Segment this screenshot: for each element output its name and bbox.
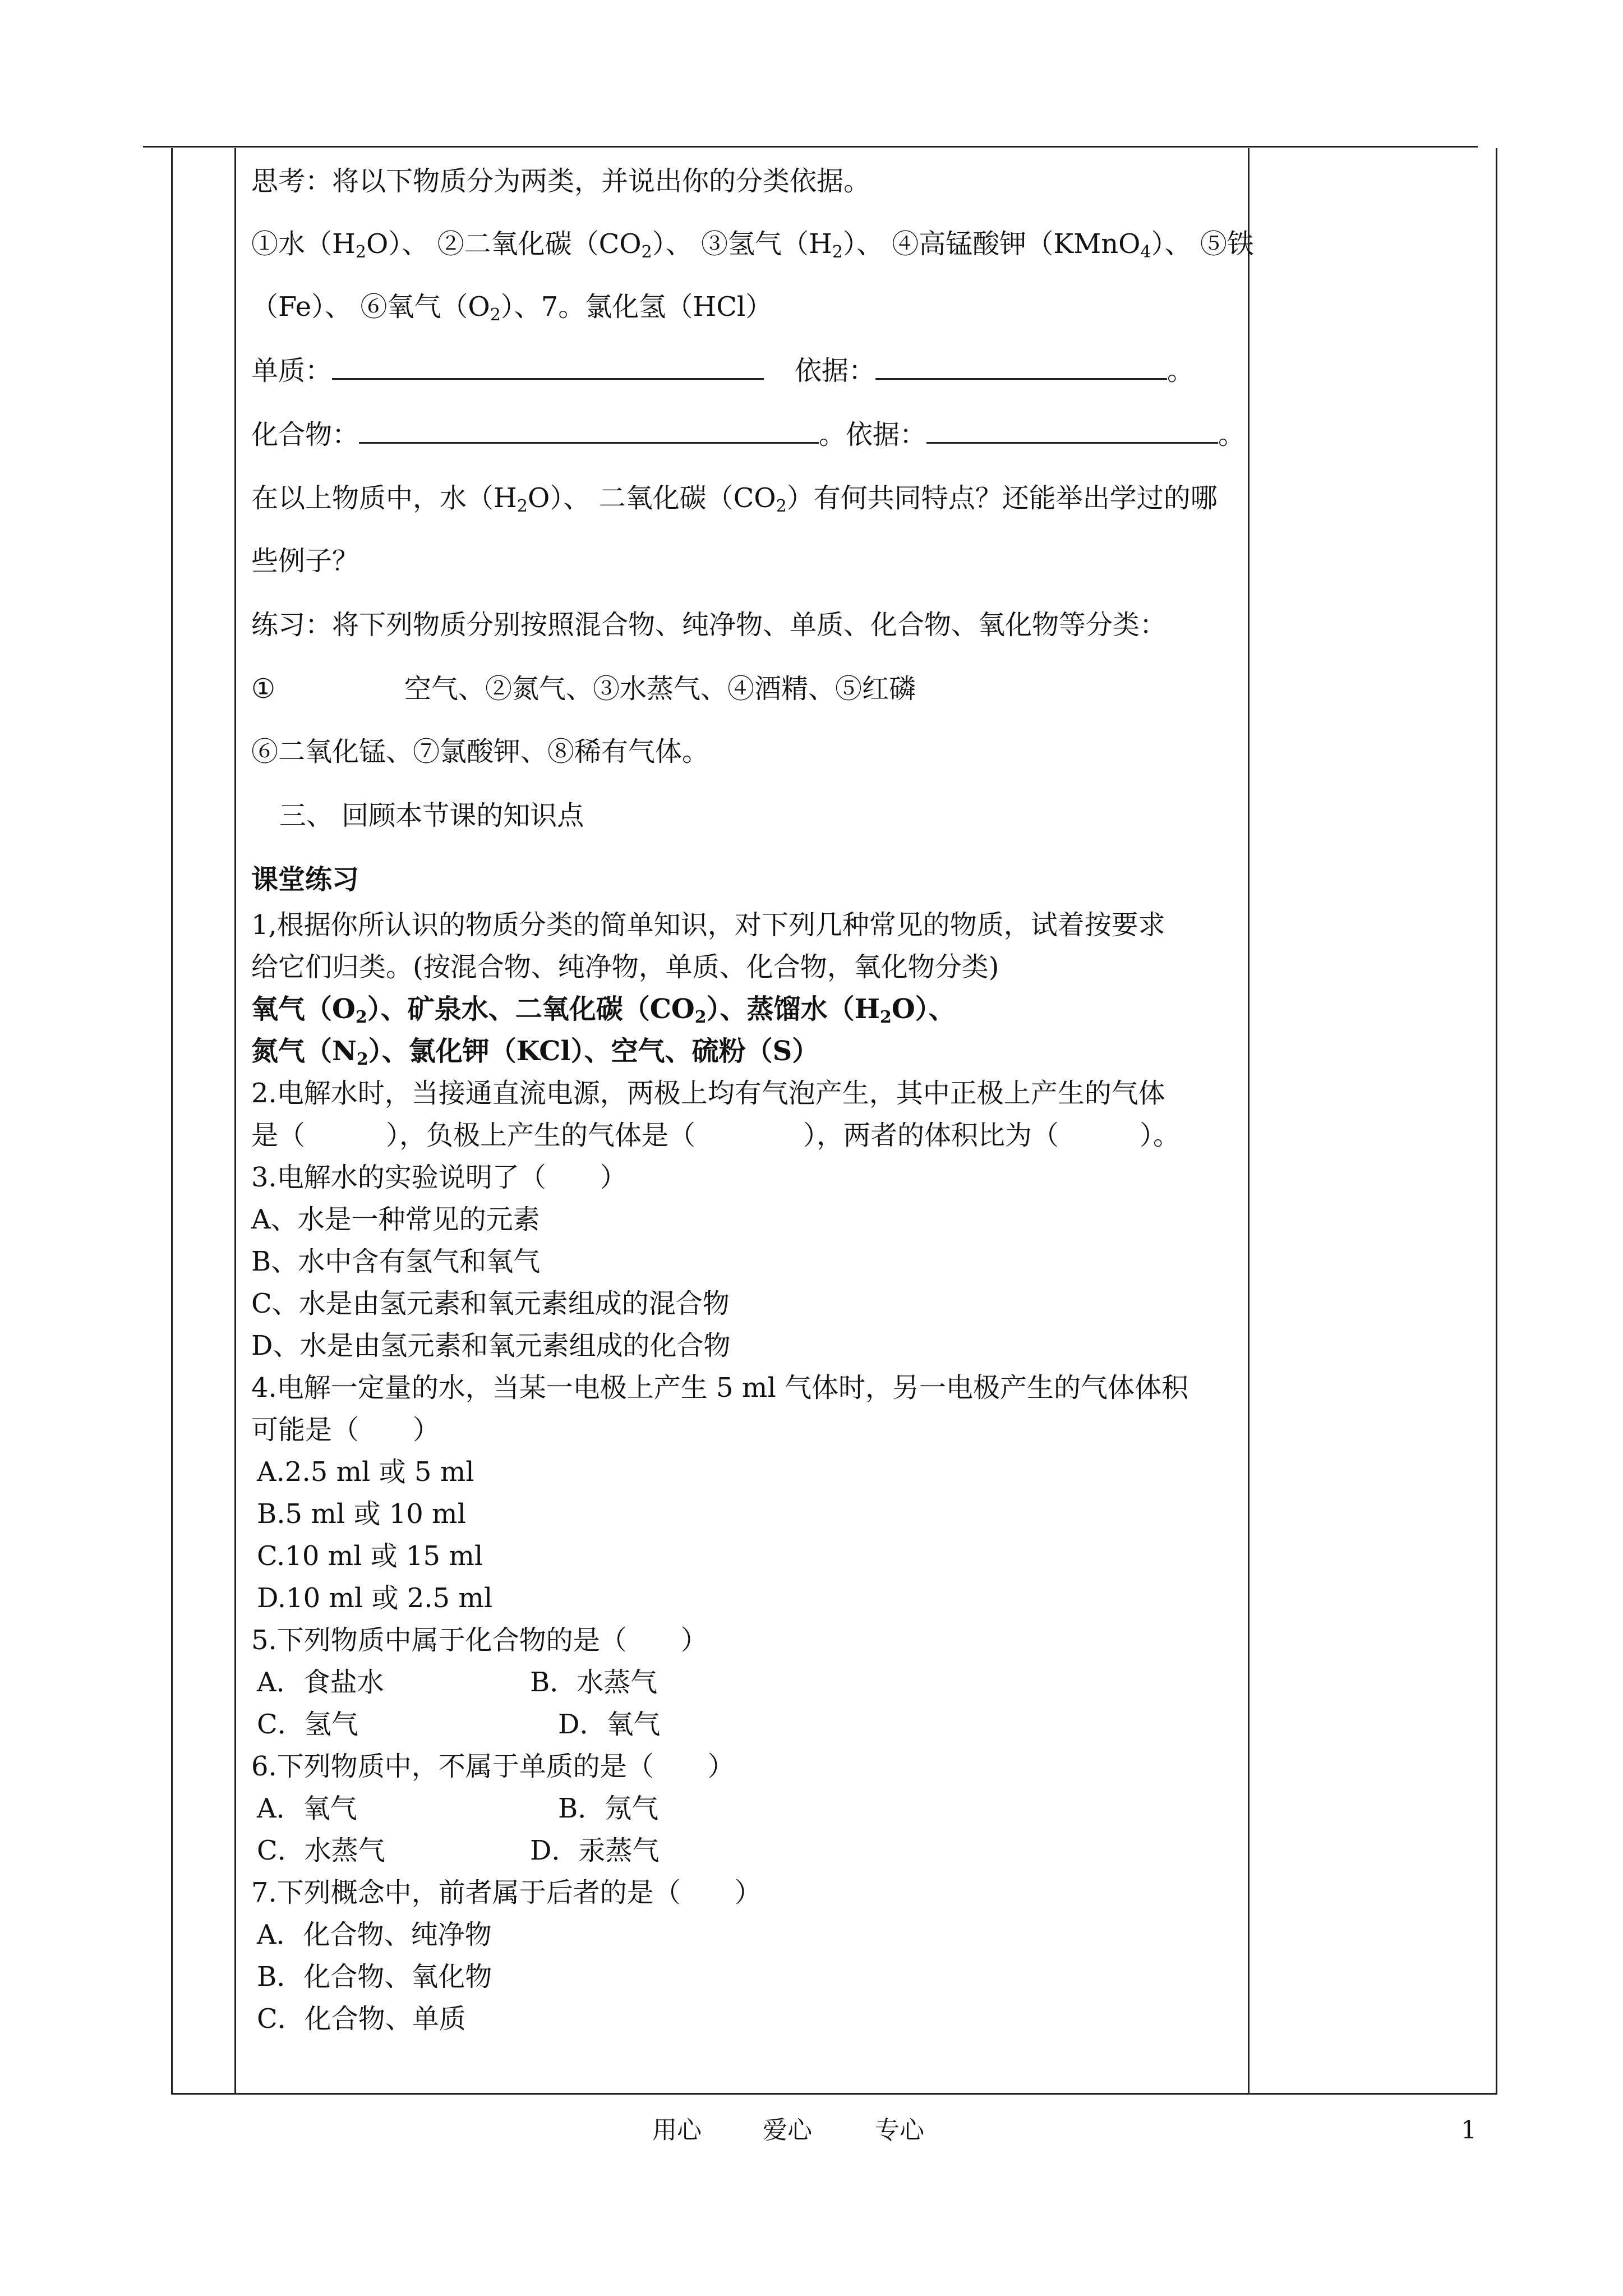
q6-option-b: B．氖气 <box>558 1793 659 1824</box>
q7-stem: 7.下列概念中，前者属于后者的是（ ） <box>251 1877 762 1908</box>
q1-line-d: 氮气$(N_2)$、氯化钾（KCl）、空气、硫粉（S） <box>251 1036 819 1069</box>
footer-word-2: 爱心 <box>763 2116 812 2145</box>
q3-option-b: B、水中含有氢气和氧气 <box>251 1246 541 1277</box>
q4-line-a: 4.电解一定量的水，当某一电极上产生 5 ml 气体时，另一电极产生的气体体积 <box>251 1372 1188 1404</box>
compound-basis-label: 。依据： <box>819 419 927 450</box>
compound-basis-blank[interactable] <box>926 417 1218 444</box>
practice-items-line1: ① 空气、②氮气、③水蒸气、④酒精、⑤红磷 <box>251 673 916 705</box>
top-rule <box>143 146 1478 148</box>
q4-option-b: B.5 ml 或 10 ml <box>257 1498 466 1530</box>
page-number: 1 <box>1461 2116 1477 2145</box>
compound-row: 化合物： 。依据： 。 <box>251 417 1245 452</box>
common-question-line2: 些例子？ <box>251 545 359 577</box>
classwork-title: 课堂练习 <box>251 864 359 895</box>
column-divider-left <box>234 148 236 2095</box>
q6-stem: 6.下列物质中，不属于单质的是（ ） <box>251 1751 735 1782</box>
practice-item-number: ① <box>251 673 276 705</box>
q5-option-a: A．食盐水 <box>257 1667 384 1698</box>
element-row: 单质： 依据： 。 <box>251 353 1194 388</box>
q4-option-c: C.10 ml 或 15 ml <box>257 1540 483 1572</box>
q5-stem: 5.下列物质中属于化合物的是（ ） <box>251 1625 708 1656</box>
q2-line-b: 是（ ），负极上产生的气体是（ ），两者的体积比为（ ）。 <box>251 1120 1181 1151</box>
q3-option-d: D、水是由氢元素和氧元素组成的化合物 <box>251 1330 731 1361</box>
q1-line-a: 1,根据你所认识的物质分类的简单知识，对下列几种常见的物质，试着按要求 <box>251 909 1165 941</box>
q4-option-d: D.10 ml 或 2.5 ml <box>257 1582 493 1614</box>
element-blank[interactable] <box>332 353 764 380</box>
practice-title: 练习：将下列物质分别按照混合物、纯净物、单质、化合物、氧化物等分类： <box>251 609 1167 641</box>
basis-label: 依据： <box>795 355 876 386</box>
think-title: 思考：将以下物质分为两类，并说出你的分类依据。 <box>251 165 871 197</box>
q2-line-a: 2.电解水时，当接通直流电源，两极上均有气泡产生，其中正极上产生的气体 <box>251 1078 1165 1109</box>
q6-option-c: C．水蒸气 <box>257 1835 385 1866</box>
q1-line-b: 给它们归类。(按混合物、纯净物，单质、化合物，氧化物分类) <box>251 951 999 983</box>
q6-option-d: D．汞蒸气 <box>530 1835 660 1866</box>
practice-items-line2: ⑥二氧化锰、⑦氯酸钾、⑧稀有气体。 <box>251 736 709 767</box>
element-basis-blank[interactable] <box>875 353 1167 380</box>
footer-word-1: 用心 <box>652 2116 702 2145</box>
q7-option-b: B．化合物、氧化物 <box>257 1961 492 1993</box>
q4-option-a: A.2.5 ml 或 5 ml <box>257 1456 474 1488</box>
common-question-line1: 在以上物质中，水$(H_2O)$、 二氧化碳$(CO_2)$有何共同特点？还能举出学过的哪 <box>251 482 1218 516</box>
column-divider-right <box>1248 148 1249 2095</box>
q7-option-a: A．化合物、纯净物 <box>257 1919 492 1950</box>
q5-option-d: D．氧气 <box>558 1709 661 1740</box>
review-heading: 三、 回顾本节课的知识点 <box>279 800 584 831</box>
q5-option-c: C．氢气 <box>257 1709 358 1740</box>
q7-option-c: C．化合物、单质 <box>257 2003 466 2035</box>
compound-blank[interactable] <box>359 417 819 444</box>
compound-label: 化合物： <box>251 419 359 450</box>
q4-line-b: 可能是（ ） <box>251 1414 440 1446</box>
q3-option-c: C、水是由氢元素和氧元素组成的混合物 <box>251 1288 730 1319</box>
q3-stem: 3.电解水的实验说明了（ ） <box>251 1162 627 1193</box>
q5-option-b: B．水蒸气 <box>530 1667 658 1698</box>
q6-option-a: A．氧气 <box>257 1793 357 1824</box>
substance-list-line1: ①水$(H_2O)$、 ②二氧化碳$(CO_2)$、 ③氢气$(H_2)$、 ④高锰酸钾（KMnO$_4$）、 ⑤铁 <box>251 228 1254 262</box>
footer-word-3: 专心 <box>875 2116 924 2145</box>
substance-list-line2: （Fe）、 ⑥氧气$(O_2)$、7。氯化氢（HCl） <box>251 291 773 325</box>
element-label: 单质： <box>251 355 333 386</box>
q1-line-c: 氧气$(O_2)$、矿泉水、二氧化碳$(CO_2)$、蒸馏水$(H_2O)$、 <box>251 993 956 1027</box>
q3-option-a: A、水是一种常见的元素 <box>251 1204 540 1235</box>
